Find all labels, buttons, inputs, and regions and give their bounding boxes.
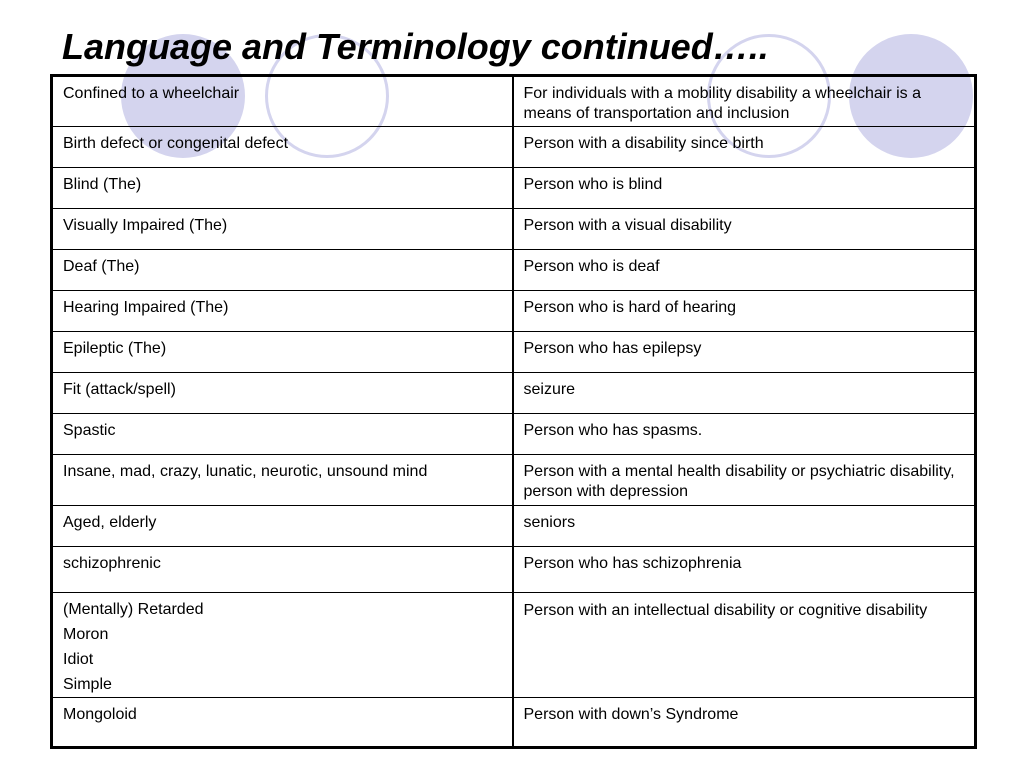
avoid-term-line: Idiot bbox=[63, 651, 94, 668]
avoid-term-cell: Insane, mad, crazy, lunatic, neurotic, unsound mind bbox=[52, 455, 513, 506]
preferred-term-cell: Person with a mental health disability or psychiatric disability, person with depression bbox=[513, 455, 976, 506]
table-row bbox=[52, 127, 976, 168]
avoid-term-cell: Hearing Impaired (The) bbox=[52, 291, 513, 332]
preferred-term-cell: Person with an intellectual disability or cognitive disability bbox=[513, 593, 976, 698]
preferred-term-cell: Person with a disability since birth bbox=[513, 127, 976, 168]
avoid-term-cell: Blind (The) bbox=[52, 168, 513, 209]
preferred-term-cell: seizure bbox=[513, 373, 976, 414]
preferred-term-cell: For individuals with a mobility disability a wheelchair is a means of transportation and inclusion bbox=[513, 76, 976, 127]
table-row bbox=[52, 506, 976, 547]
preferred-term-cell: Person who is blind bbox=[513, 168, 976, 209]
preferred-term-cell: Person who is deaf bbox=[513, 250, 976, 291]
table-row bbox=[52, 547, 976, 593]
table-row bbox=[52, 250, 976, 291]
avoid-term-cell: Confined to a wheelchair bbox=[52, 76, 513, 127]
preferred-term-cell: Person who has epilepsy bbox=[513, 332, 976, 373]
preferred-term-cell: Person with down’s Syndrome bbox=[513, 698, 976, 748]
table-row bbox=[52, 168, 976, 209]
table-row bbox=[52, 209, 976, 250]
preferred-term-cell: Person who is hard of hearing bbox=[513, 291, 976, 332]
avoid-term-line: (Mentally) Retarded bbox=[63, 601, 204, 618]
avoid-term-cell: Mongoloid bbox=[52, 698, 513, 748]
avoid-term-cell: Deaf (The) bbox=[52, 250, 513, 291]
avoid-term-cell: schizophrenic bbox=[52, 547, 513, 593]
avoid-term-cell: Birth defect or congenital defect bbox=[52, 127, 513, 168]
table-row bbox=[52, 373, 976, 414]
avoid-term-cell: Aged, elderly bbox=[52, 506, 513, 547]
table-row bbox=[52, 291, 976, 332]
avoid-term-line: Moron bbox=[63, 626, 109, 643]
avoid-term-line: Simple bbox=[63, 676, 112, 693]
table-row bbox=[52, 76, 976, 127]
table-row bbox=[52, 593, 976, 698]
table-row bbox=[52, 698, 976, 748]
table-row bbox=[52, 455, 976, 506]
preferred-term-cell: Person who has spasms. bbox=[513, 414, 976, 455]
avoid-term-cell: Fit (attack/spell) bbox=[52, 373, 513, 414]
preferred-term-cell: Person who has schizophrenia bbox=[513, 547, 976, 593]
avoid-term-cell: Epileptic (The) bbox=[52, 332, 513, 373]
avoid-term-cell: Spastic bbox=[52, 414, 513, 455]
avoid-term-cell: Visually Impaired (The) bbox=[52, 209, 513, 250]
terminology-table bbox=[50, 74, 977, 749]
preferred-term-cell: seniors bbox=[513, 506, 976, 547]
table-row bbox=[52, 332, 976, 373]
table-row bbox=[52, 414, 976, 455]
slide-title: Language and Terminology continued….. bbox=[62, 26, 769, 67]
avoid-term-cell bbox=[52, 593, 513, 698]
terminology-table-body bbox=[52, 76, 976, 748]
preferred-term-cell: Person with a visual disability bbox=[513, 209, 976, 250]
